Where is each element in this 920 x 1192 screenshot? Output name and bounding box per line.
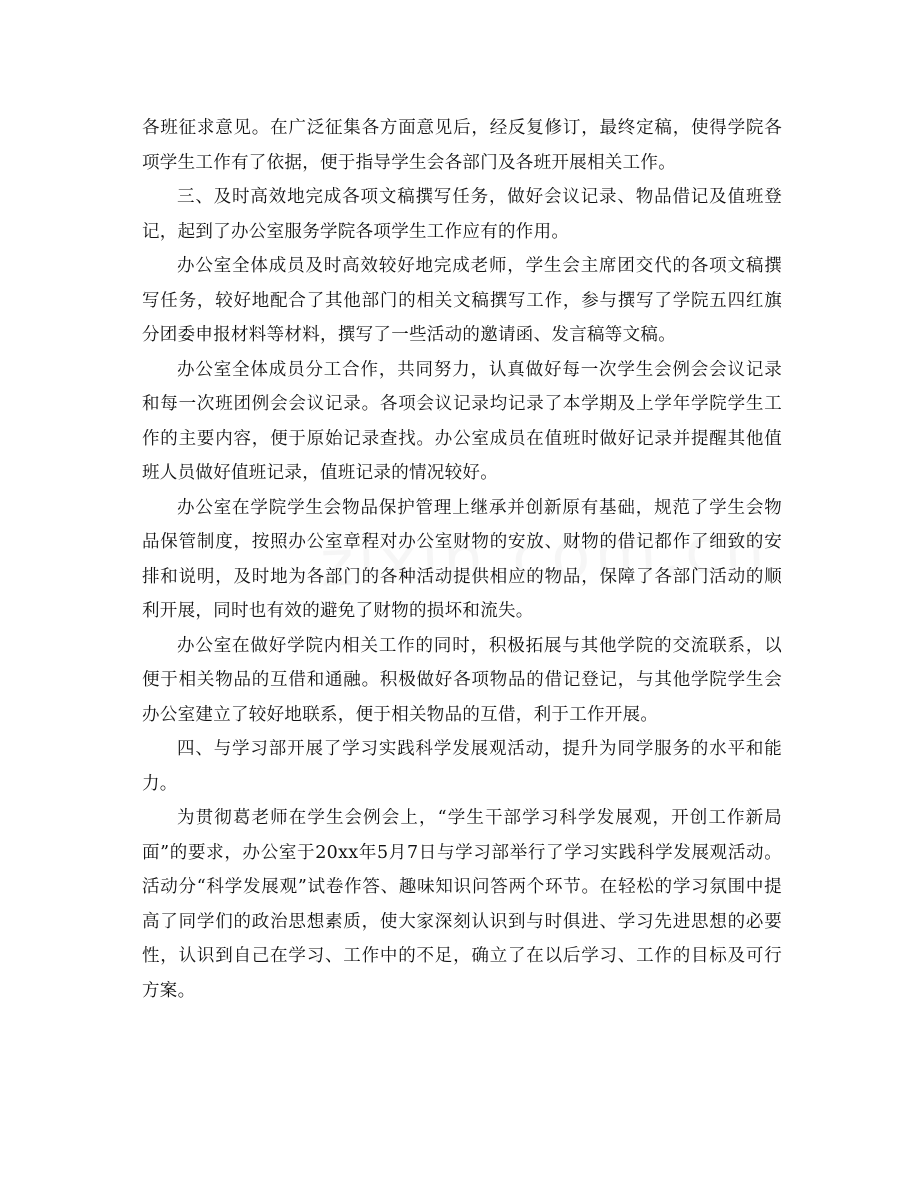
paragraph-document-writing: 办公室全体成员及时高效较好地完成老师，学生会主席团交代的各项文稿撰写任务，较好地配合了其他部门的相关文稿撰写工作，参与撰写了学院五四红旗分团委申报材料等材料，撰写了一些活动的邀请函、发言稿等文稿。 <box>142 256 782 345</box>
paragraph-external-exchange: 办公室在做好学院内相关工作的同时，积极拓展与其他学院的交流联系，以便于相关物品的互借和通融。积极做好各项物品的借记登记，与其他学院学生会办公室建立了较好地联系，便于相关物品的互借，利于工作开展。 <box>142 635 782 725</box>
paragraph-continuation: 各班征求意见。在广泛征集各方面意见后，经反复修订，最终定稿，使得学院各项学生工作有了依据，便于指导学生会各部门及各班开展相关工作。 <box>142 118 782 173</box>
paragraph-study-activity: 为贯彻葛老师在学生会例会上，“学生干部学习科学发展观，开创工作新局面”的要求，办公室于20xx年5月7日与学习部举行了学习实践科学发展观活动。活动分“科学发展观”试卷作答、趣味知识问答两个环节。在轻松的学习氛围中提高了同学们的政治思想素质，使大家深刻认识到与时俱进、学习先进思想的必要性，认识到自己在学习、工作中的不足，确立了在以后学习、工作的目标及可行方案。 <box>142 808 782 1001</box>
paragraph-meeting-records: 办公室全体成员分工合作，共同努力，认真做好每一次学生会例会会议记录和每一次班团例会会议记录。各项会议记录均记录了本学期及上学年学院学生工作的主要内容，便于原始记录查找。办公室成员在值班时做好记录并提醒其他值班人员做好值班记录，值班记录的情况较好。 <box>142 359 782 483</box>
paragraph-section-four-heading: 四、与学习部开展了学习实践科学发展观活动，提升为同学服务的水平和能力。 <box>142 739 782 794</box>
paragraph-section-three-heading: 三、及时高效地完成各项文稿撰写任务，做好会议记录、物品借记及值班登记，起到了办公室服务学院各项学生工作应有的作用。 <box>142 187 782 242</box>
paragraph-item-management: 办公室在学院学生会物品保护管理上继承并创新原有基础，规范了学生会物品保管制度，按照办公室章程对办公室财物的安放、财物的借记都作了细致的安排和说明，及时地为各部门的各种活动提供相应的物品，保障了各部门活动的顺利开展，同时也有效的避免了财物的损坏和流失。 <box>142 497 782 621</box>
document-body <box>142 111 782 1008</box>
